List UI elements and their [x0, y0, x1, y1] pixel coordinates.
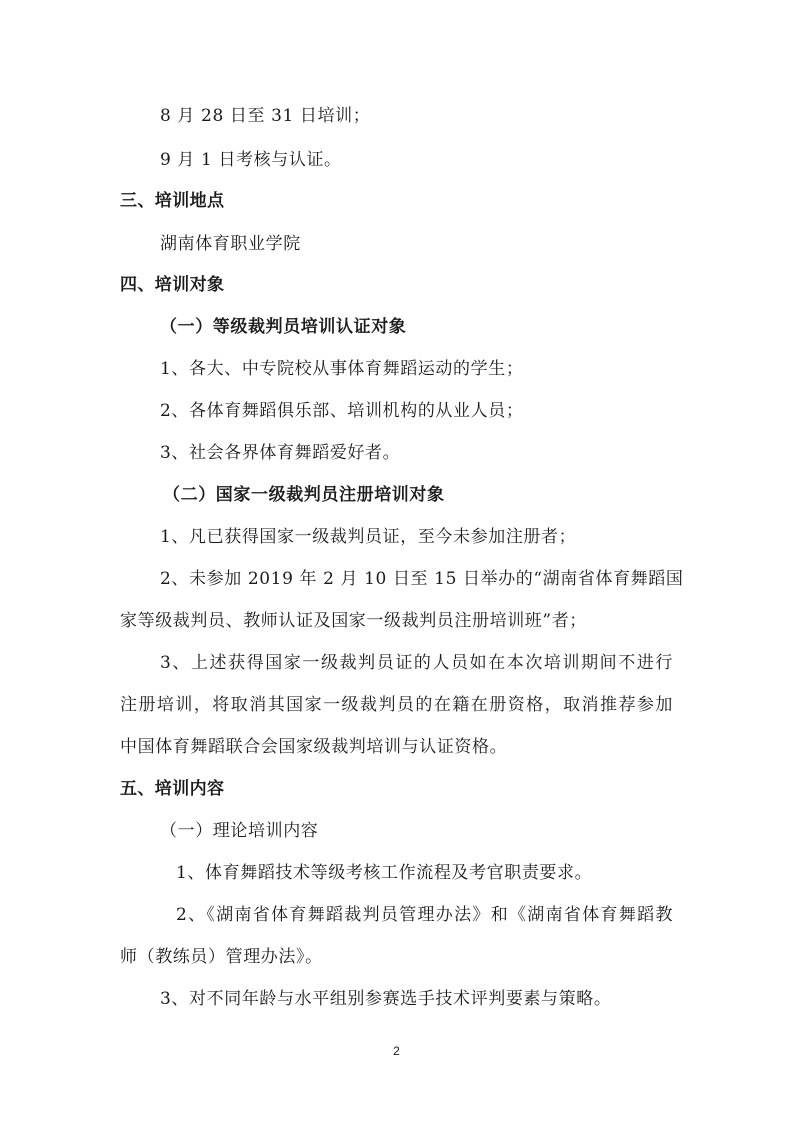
theory-item-2-line1: 2、《湖南省体育舞蹈裁判员管理办法》和《湖南省体育舞蹈教: [176, 905, 673, 925]
theory-item-2-line2: 师（教练员）管理办法》。: [120, 947, 323, 967]
schedule-training-dates: 8 月 28 日至 31 日培训；: [160, 106, 371, 126]
subheading-national-referee-audience: （二）国家一级裁判员注册培训对象: [163, 485, 445, 505]
national-audience-item-2-line1: 2、未参加 2019 年 2 月 10 日至 15 日举办的“湖南省体育舞蹈国: [160, 569, 684, 589]
theory-item-3: 3、对不同年龄与水平组别参赛选手技术评判要素与策略。: [160, 989, 612, 1009]
national-audience-item-2-line2: 家等级裁判员、教师认证及国家一级裁判员注册培训班”者；: [120, 611, 587, 631]
section-heading-content: 五、培训内容: [120, 779, 225, 799]
audience-item-1: 1、各大、中专院校从事体育舞蹈运动的学生；: [160, 359, 524, 379]
subheading-theory-content: （一）理论培训内容: [160, 821, 319, 841]
section-heading-audience: 四、培训对象: [120, 275, 225, 295]
page-number: 2: [393, 1044, 400, 1058]
section-heading-location: 三、培训地点: [120, 191, 225, 211]
national-audience-item-3-line2: 注册培训，将取消其国家一级裁判员的在籍在册资格，取消推荐参加: [120, 695, 673, 715]
subheading-grade-referee-audience: （一）等级裁判员培训认证对象: [160, 317, 407, 337]
theory-item-1: 1、体育舞蹈技术等级考核工作流程及考官职责要求。: [176, 863, 593, 883]
national-audience-item-1: 1、凡已获得国家一级裁判员证，至今未参加注册者；: [160, 527, 577, 547]
national-audience-item-3-line3: 中国体育舞蹈联合会国家级裁判培训与认证资格。: [120, 737, 508, 757]
schedule-assessment-date: 9 月 1 日考核与认证。: [160, 150, 342, 170]
audience-item-3: 3、社会各界体育舞蹈爱好者。: [160, 443, 401, 463]
audience-item-2: 2、各体育舞蹈俱乐部、培训机构的从业人员；: [160, 401, 524, 421]
training-location: 湖南体育职业学院: [160, 234, 301, 254]
national-audience-item-3-line1: 3、上述获得国家一级裁判员证的人员如在本次培训期间不进行: [160, 653, 673, 673]
